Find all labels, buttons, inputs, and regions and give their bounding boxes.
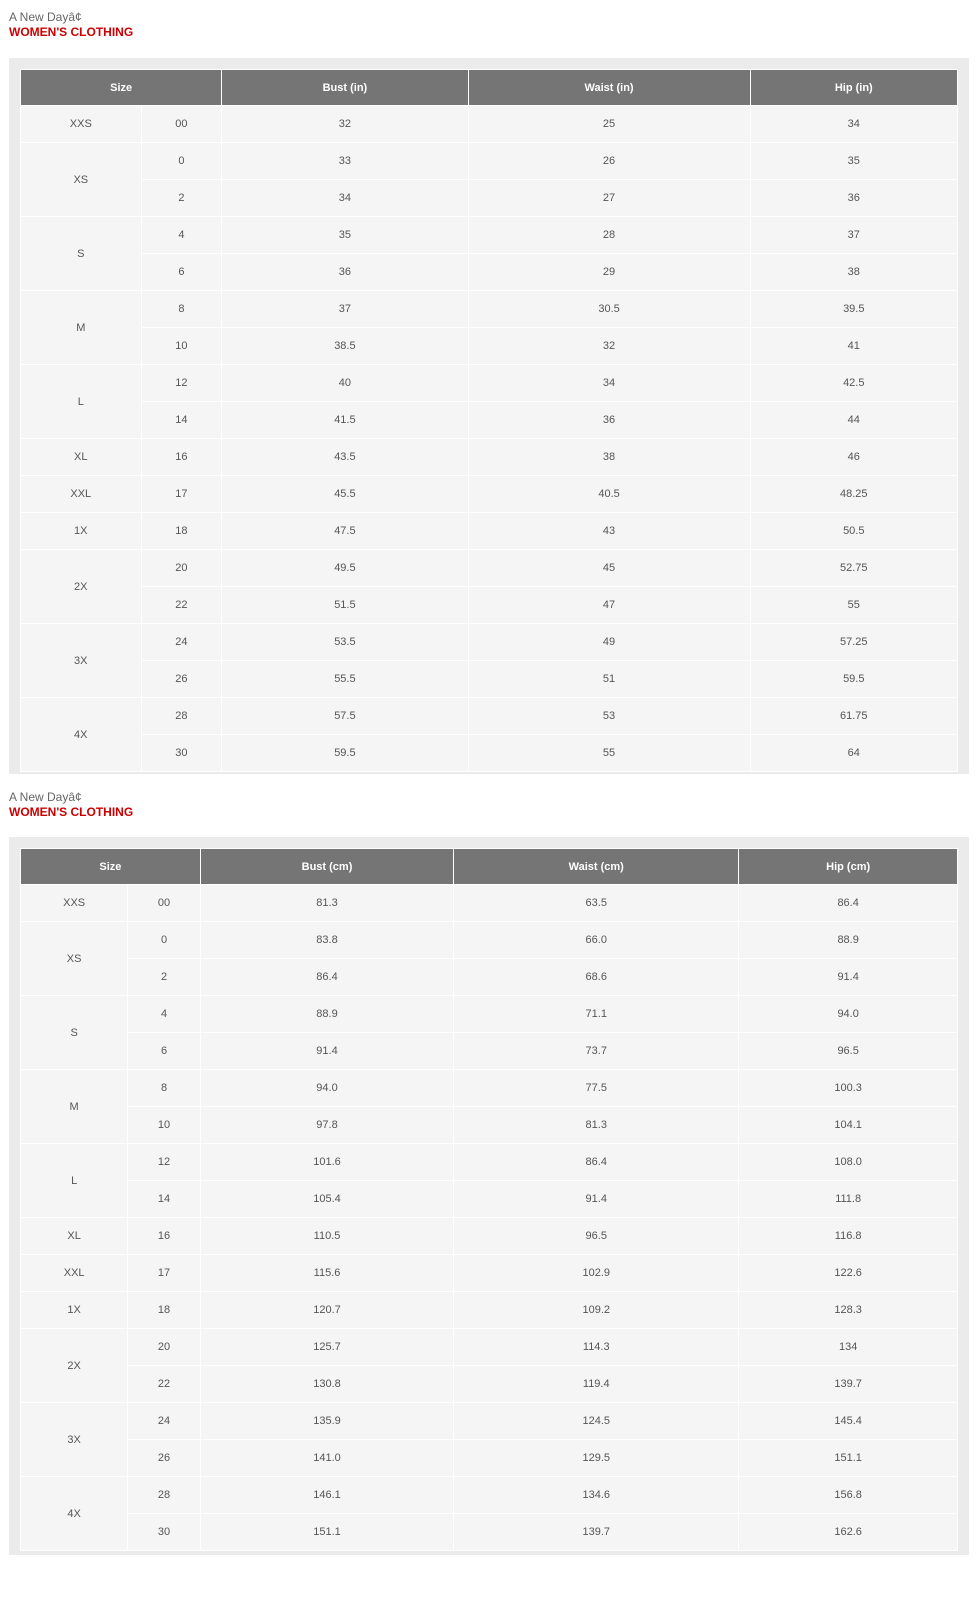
table-panel bbox=[9, 58, 969, 774]
waist-value: 119.4 bbox=[454, 1366, 738, 1402]
hip-value: 37 bbox=[751, 217, 957, 253]
table-row bbox=[21, 180, 957, 216]
waist-value: 45 bbox=[469, 550, 750, 586]
numeric-size: 14 bbox=[142, 402, 222, 438]
bust-value: 36 bbox=[222, 254, 467, 290]
size-chart-table bbox=[20, 848, 958, 1551]
bust-value: 146.1 bbox=[201, 1477, 453, 1513]
waist-value: 25 bbox=[469, 106, 750, 142]
brand-name: A New Dayâ¢ bbox=[9, 790, 82, 804]
table-row bbox=[21, 1440, 957, 1476]
table-row bbox=[21, 439, 957, 475]
table-row bbox=[21, 1329, 957, 1365]
numeric-size: 6 bbox=[142, 254, 222, 290]
table-row bbox=[21, 735, 957, 771]
numeric-size: 28 bbox=[142, 698, 222, 734]
hip-value: 64 bbox=[751, 735, 957, 771]
bust-value: 86.4 bbox=[201, 959, 453, 995]
size-label: S bbox=[21, 217, 141, 290]
size-column-header: Size bbox=[21, 70, 221, 105]
waist-value: 38 bbox=[469, 439, 750, 475]
numeric-size: 2 bbox=[128, 959, 200, 995]
waist-value: 66.0 bbox=[454, 922, 738, 958]
numeric-size: 4 bbox=[128, 996, 200, 1032]
table-header-row bbox=[21, 849, 957, 884]
table-row bbox=[21, 959, 957, 995]
hip-value: 34 bbox=[751, 106, 957, 142]
hip-value: 52.75 bbox=[751, 550, 957, 586]
waist-value: 36 bbox=[469, 402, 750, 438]
table-row bbox=[21, 1292, 957, 1328]
waist-value: 55 bbox=[469, 735, 750, 771]
waist-value: 29 bbox=[469, 254, 750, 290]
bust-value: 151.1 bbox=[201, 1514, 453, 1550]
hip-value: 50.5 bbox=[751, 513, 957, 549]
waist-value: 86.4 bbox=[454, 1144, 738, 1180]
table-row bbox=[21, 624, 957, 660]
table-row bbox=[21, 885, 957, 921]
hip-value: 46 bbox=[751, 439, 957, 475]
size-label: L bbox=[21, 365, 141, 438]
size-label: M bbox=[21, 291, 141, 364]
size-label: XXS bbox=[21, 106, 141, 142]
hip-value: 88.9 bbox=[739, 922, 957, 958]
size-label: XL bbox=[21, 1218, 127, 1254]
table-row bbox=[21, 1070, 957, 1106]
table-row bbox=[21, 328, 957, 364]
hip-value: 162.6 bbox=[739, 1514, 957, 1550]
table-row bbox=[21, 698, 957, 734]
bust-value: 91.4 bbox=[201, 1033, 453, 1069]
numeric-size: 30 bbox=[128, 1514, 200, 1550]
numeric-size: 14 bbox=[128, 1181, 200, 1217]
hip-value: 36 bbox=[751, 180, 957, 216]
waist-value: 73.7 bbox=[454, 1033, 738, 1069]
table-row bbox=[21, 365, 957, 401]
table-row bbox=[21, 1255, 957, 1291]
size-label: 3X bbox=[21, 624, 141, 697]
table-row bbox=[21, 550, 957, 586]
waist-value: 28 bbox=[469, 217, 750, 253]
numeric-size: 0 bbox=[128, 922, 200, 958]
hip-column-header: Hip (in) bbox=[751, 70, 957, 105]
waist-value: 26 bbox=[469, 143, 750, 179]
numeric-size: 17 bbox=[128, 1255, 200, 1291]
waist-value: 51 bbox=[469, 661, 750, 697]
hip-value: 151.1 bbox=[739, 1440, 957, 1476]
hip-value: 41 bbox=[751, 328, 957, 364]
size-label: 2X bbox=[21, 550, 141, 623]
numeric-size: 10 bbox=[142, 328, 222, 364]
bust-value: 130.8 bbox=[201, 1366, 453, 1402]
bust-value: 34 bbox=[222, 180, 467, 216]
bust-value: 45.5 bbox=[222, 476, 467, 512]
table-row bbox=[21, 1107, 957, 1143]
size-label: 4X bbox=[21, 698, 141, 771]
waist-value: 81.3 bbox=[454, 1107, 738, 1143]
hip-value: 96.5 bbox=[739, 1033, 957, 1069]
bust-value: 120.7 bbox=[201, 1292, 453, 1328]
table-row bbox=[21, 254, 957, 290]
waist-value: 71.1 bbox=[454, 996, 738, 1032]
table-row bbox=[21, 476, 957, 512]
numeric-size: 6 bbox=[128, 1033, 200, 1069]
bust-value: 49.5 bbox=[222, 550, 467, 586]
bust-column-header: Bust (in) bbox=[222, 70, 467, 105]
bust-value: 57.5 bbox=[222, 698, 467, 734]
table-row bbox=[21, 402, 957, 438]
size-label: 4X bbox=[21, 1477, 127, 1550]
table-row bbox=[21, 1181, 957, 1217]
numeric-size: 26 bbox=[128, 1440, 200, 1476]
size-label: XS bbox=[21, 922, 127, 995]
waist-value: 47 bbox=[469, 587, 750, 623]
bust-value: 33 bbox=[222, 143, 467, 179]
hip-value: 100.3 bbox=[739, 1070, 957, 1106]
waist-value: 49 bbox=[469, 624, 750, 660]
table-row bbox=[21, 513, 957, 549]
bust-value: 55.5 bbox=[222, 661, 467, 697]
waist-column-header: Waist (cm) bbox=[454, 849, 738, 884]
hip-value: 86.4 bbox=[739, 885, 957, 921]
table-row bbox=[21, 1033, 957, 1069]
bust-value: 110.5 bbox=[201, 1218, 453, 1254]
waist-value: 32 bbox=[469, 328, 750, 364]
size-label: XXS bbox=[21, 885, 127, 921]
size-label: XXL bbox=[21, 1255, 127, 1291]
bust-value: 41.5 bbox=[222, 402, 467, 438]
hip-value: 111.8 bbox=[739, 1181, 957, 1217]
hip-value: 122.6 bbox=[739, 1255, 957, 1291]
numeric-size: 12 bbox=[142, 365, 222, 401]
bust-value: 97.8 bbox=[201, 1107, 453, 1143]
numeric-size: 22 bbox=[128, 1366, 200, 1402]
numeric-size: 24 bbox=[142, 624, 222, 660]
hip-value: 39.5 bbox=[751, 291, 957, 327]
bust-value: 83.8 bbox=[201, 922, 453, 958]
size-label: L bbox=[21, 1144, 127, 1217]
numeric-size: 10 bbox=[128, 1107, 200, 1143]
bust-value: 94.0 bbox=[201, 1070, 453, 1106]
bust-value: 141.0 bbox=[201, 1440, 453, 1476]
size-label: 1X bbox=[21, 1292, 127, 1328]
hip-value: 108.0 bbox=[739, 1144, 957, 1180]
table-row bbox=[21, 1514, 957, 1550]
table-row bbox=[21, 1366, 957, 1402]
waist-column-header: Waist (in) bbox=[469, 70, 750, 105]
bust-value: 32 bbox=[222, 106, 467, 142]
hip-value: 44 bbox=[751, 402, 957, 438]
category-heading: WOMEN'S CLOTHING bbox=[9, 25, 134, 39]
hip-value: 145.4 bbox=[739, 1403, 957, 1439]
size-column-header: Size bbox=[21, 849, 200, 884]
table-row bbox=[21, 1218, 957, 1254]
hip-value: 134 bbox=[739, 1329, 957, 1365]
numeric-size: 20 bbox=[142, 550, 222, 586]
numeric-size: 00 bbox=[142, 106, 222, 142]
bust-value: 135.9 bbox=[201, 1403, 453, 1439]
bust-value: 125.7 bbox=[201, 1329, 453, 1365]
numeric-size: 12 bbox=[128, 1144, 200, 1180]
waist-value: 91.4 bbox=[454, 1181, 738, 1217]
numeric-size: 30 bbox=[142, 735, 222, 771]
size-label: XXL bbox=[21, 476, 141, 512]
table-row bbox=[21, 1144, 957, 1180]
size-label: XL bbox=[21, 439, 141, 475]
waist-value: 34 bbox=[469, 365, 750, 401]
waist-value: 68.6 bbox=[454, 959, 738, 995]
waist-value: 30.5 bbox=[469, 291, 750, 327]
bust-value: 51.5 bbox=[222, 587, 467, 623]
bust-value: 40 bbox=[222, 365, 467, 401]
bust-value: 59.5 bbox=[222, 735, 467, 771]
table-panel bbox=[9, 837, 969, 1555]
bust-value: 37 bbox=[222, 291, 467, 327]
waist-value: 134.6 bbox=[454, 1477, 738, 1513]
waist-value: 109.2 bbox=[454, 1292, 738, 1328]
hip-value: 48.25 bbox=[751, 476, 957, 512]
numeric-size: 4 bbox=[142, 217, 222, 253]
bust-value: 43.5 bbox=[222, 439, 467, 475]
size-label: M bbox=[21, 1070, 127, 1143]
table-row bbox=[21, 1477, 957, 1513]
hip-value: 94.0 bbox=[739, 996, 957, 1032]
waist-value: 96.5 bbox=[454, 1218, 738, 1254]
bust-value: 115.6 bbox=[201, 1255, 453, 1291]
numeric-size: 20 bbox=[128, 1329, 200, 1365]
numeric-size: 8 bbox=[142, 291, 222, 327]
table-row bbox=[21, 217, 957, 253]
numeric-size: 18 bbox=[142, 513, 222, 549]
table-row bbox=[21, 1403, 957, 1439]
brand-name: A New Dayâ¢ bbox=[9, 10, 82, 24]
waist-value: 63.5 bbox=[454, 885, 738, 921]
hip-value: 38 bbox=[751, 254, 957, 290]
size-label: 3X bbox=[21, 1403, 127, 1476]
waist-value: 27 bbox=[469, 180, 750, 216]
bust-value: 101.6 bbox=[201, 1144, 453, 1180]
numeric-size: 17 bbox=[142, 476, 222, 512]
bust-value: 53.5 bbox=[222, 624, 467, 660]
waist-value: 124.5 bbox=[454, 1403, 738, 1439]
hip-value: 156.8 bbox=[739, 1477, 957, 1513]
size-label: XS bbox=[21, 143, 141, 216]
waist-value: 43 bbox=[469, 513, 750, 549]
table-row bbox=[21, 661, 957, 697]
table-row bbox=[21, 106, 957, 142]
table-row bbox=[21, 143, 957, 179]
waist-value: 129.5 bbox=[454, 1440, 738, 1476]
numeric-size: 16 bbox=[142, 439, 222, 475]
table-row bbox=[21, 996, 957, 1032]
hip-value: 116.8 bbox=[739, 1218, 957, 1254]
waist-value: 114.3 bbox=[454, 1329, 738, 1365]
bust-value: 38.5 bbox=[222, 328, 467, 364]
waist-value: 40.5 bbox=[469, 476, 750, 512]
numeric-size: 00 bbox=[128, 885, 200, 921]
numeric-size: 8 bbox=[128, 1070, 200, 1106]
category-heading: WOMEN'S CLOTHING bbox=[9, 805, 134, 819]
hip-value: 42.5 bbox=[751, 365, 957, 401]
numeric-size: 2 bbox=[142, 180, 222, 216]
numeric-size: 28 bbox=[128, 1477, 200, 1513]
hip-value: 57.25 bbox=[751, 624, 957, 660]
table-header-row bbox=[21, 70, 957, 105]
hip-value: 128.3 bbox=[739, 1292, 957, 1328]
bust-value: 35 bbox=[222, 217, 467, 253]
hip-value: 55 bbox=[751, 587, 957, 623]
numeric-size: 0 bbox=[142, 143, 222, 179]
bust-column-header: Bust (cm) bbox=[201, 849, 453, 884]
waist-value: 53 bbox=[469, 698, 750, 734]
numeric-size: 24 bbox=[128, 1403, 200, 1439]
numeric-size: 18 bbox=[128, 1292, 200, 1328]
table-row bbox=[21, 291, 957, 327]
table-row bbox=[21, 587, 957, 623]
bust-value: 47.5 bbox=[222, 513, 467, 549]
size-label: 1X bbox=[21, 513, 141, 549]
bust-value: 88.9 bbox=[201, 996, 453, 1032]
bust-value: 105.4 bbox=[201, 1181, 453, 1217]
hip-column-header: Hip (cm) bbox=[739, 849, 957, 884]
numeric-size: 16 bbox=[128, 1218, 200, 1254]
waist-value: 77.5 bbox=[454, 1070, 738, 1106]
size-label: S bbox=[21, 996, 127, 1069]
numeric-size: 22 bbox=[142, 587, 222, 623]
size-chart-table bbox=[20, 69, 958, 772]
hip-value: 35 bbox=[751, 143, 957, 179]
table-row bbox=[21, 922, 957, 958]
numeric-size: 26 bbox=[142, 661, 222, 697]
hip-value: 61.75 bbox=[751, 698, 957, 734]
hip-value: 139.7 bbox=[739, 1366, 957, 1402]
bust-value: 81.3 bbox=[201, 885, 453, 921]
waist-value: 102.9 bbox=[454, 1255, 738, 1291]
waist-value: 139.7 bbox=[454, 1514, 738, 1550]
hip-value: 59.5 bbox=[751, 661, 957, 697]
size-label: 2X bbox=[21, 1329, 127, 1402]
hip-value: 91.4 bbox=[739, 959, 957, 995]
hip-value: 104.1 bbox=[739, 1107, 957, 1143]
